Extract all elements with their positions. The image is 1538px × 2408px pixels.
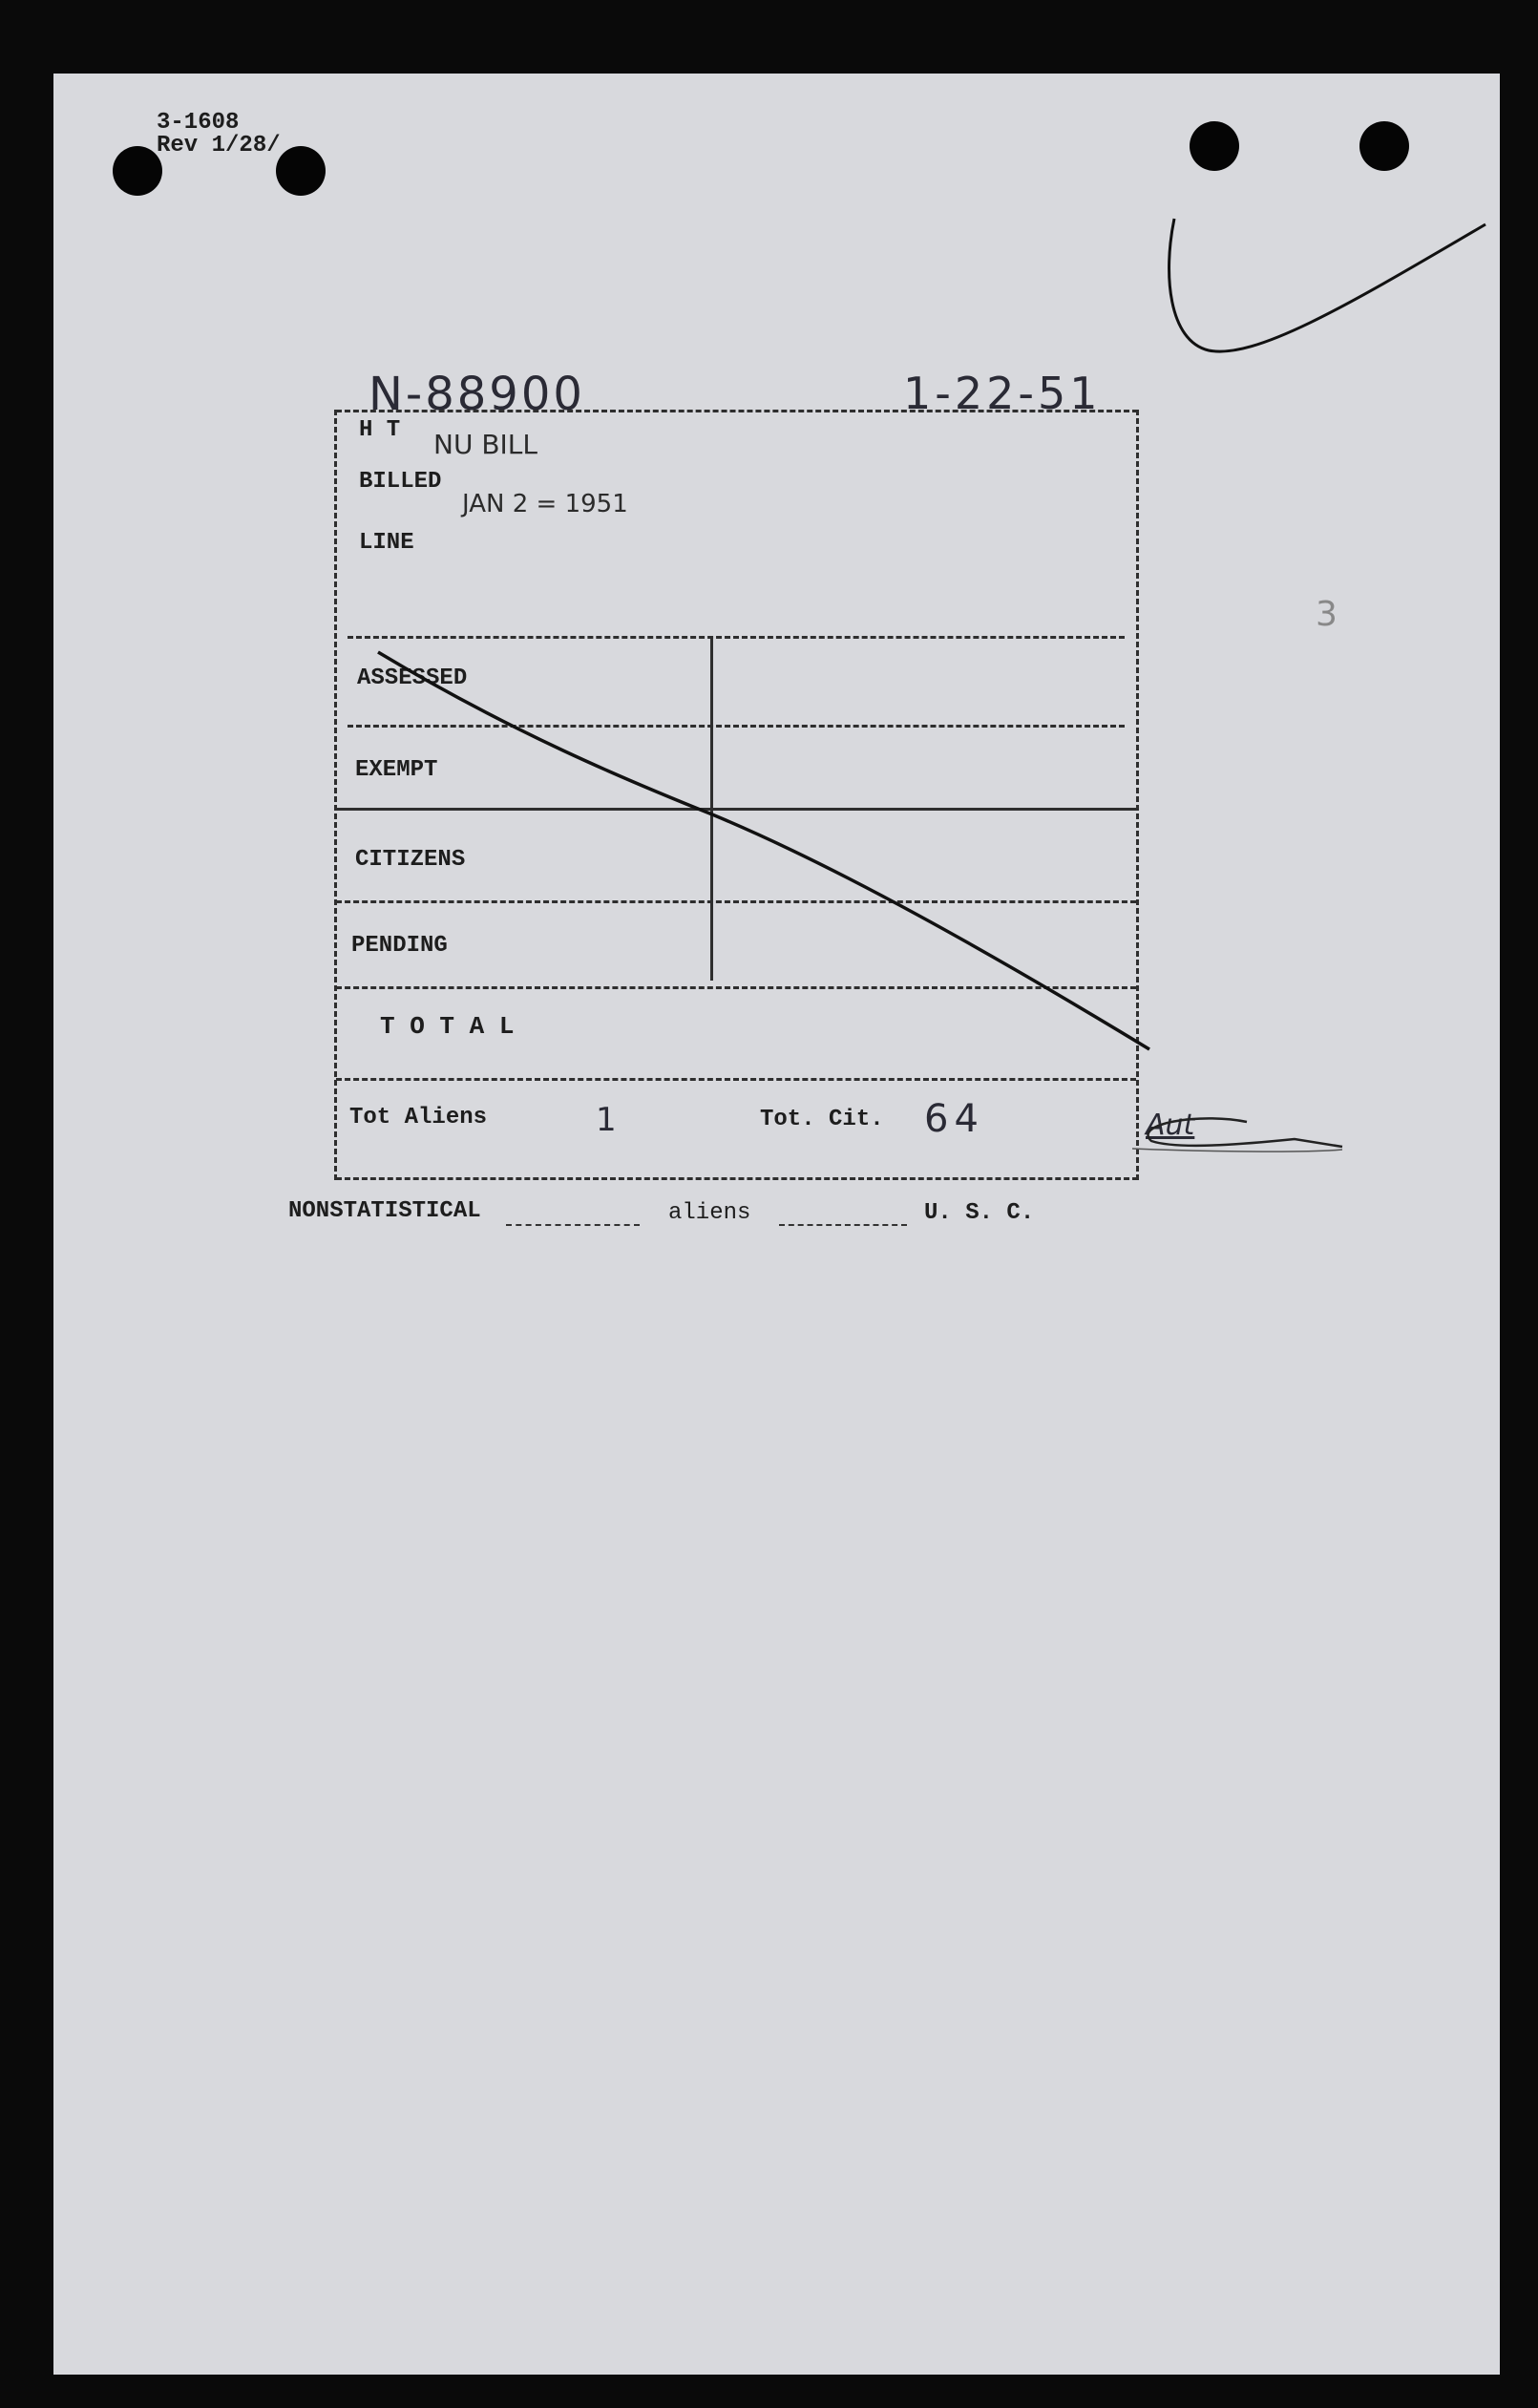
- label-exempt: EXEMPT: [355, 757, 438, 783]
- side-number: 3: [1316, 595, 1338, 634]
- label-pending: PENDING: [351, 933, 448, 959]
- document-page: [53, 74, 1500, 2375]
- label-aliens: aliens: [668, 1200, 751, 1226]
- check-mark-stroke: [1169, 219, 1485, 351]
- handwritten-initials: Aut: [1146, 1109, 1195, 1142]
- value-tot-aliens: 1: [596, 1101, 617, 1139]
- label-tot-cit: Tot. Cit.: [760, 1107, 884, 1132]
- label-ht: H T: [359, 417, 401, 443]
- label-total: T O T A L: [380, 1012, 515, 1041]
- label-citizens: CITIZENS: [355, 847, 466, 873]
- initials-loop-stroke: [1148, 1118, 1342, 1147]
- label-assessed: ASSESSED: [357, 665, 468, 691]
- pen-marks: [53, 74, 1500, 2375]
- value-tot-cit: 64: [924, 1097, 984, 1141]
- stamp-nu-bill: NU BILL: [433, 429, 538, 460]
- label-tot-aliens: Tot Aliens: [349, 1105, 488, 1130]
- label-nonstatistical: NONSTATISTICAL: [288, 1198, 481, 1224]
- stamp-billed-date: JAN 2 = 1951: [462, 490, 628, 518]
- label-usc: U. S. C.: [924, 1200, 1035, 1226]
- form-revision: Rev 1/28/: [157, 133, 281, 158]
- handwritten-date: 1-22-51: [903, 368, 1102, 419]
- form-number: 3-1608: [157, 110, 240, 136]
- cross-out-diagonal: [378, 652, 1149, 1049]
- initials-underline: [1132, 1149, 1342, 1151]
- label-line: LINE: [359, 530, 414, 556]
- handwritten-file-number: N-88900: [369, 368, 585, 421]
- label-billed: BILLED: [359, 469, 442, 495]
